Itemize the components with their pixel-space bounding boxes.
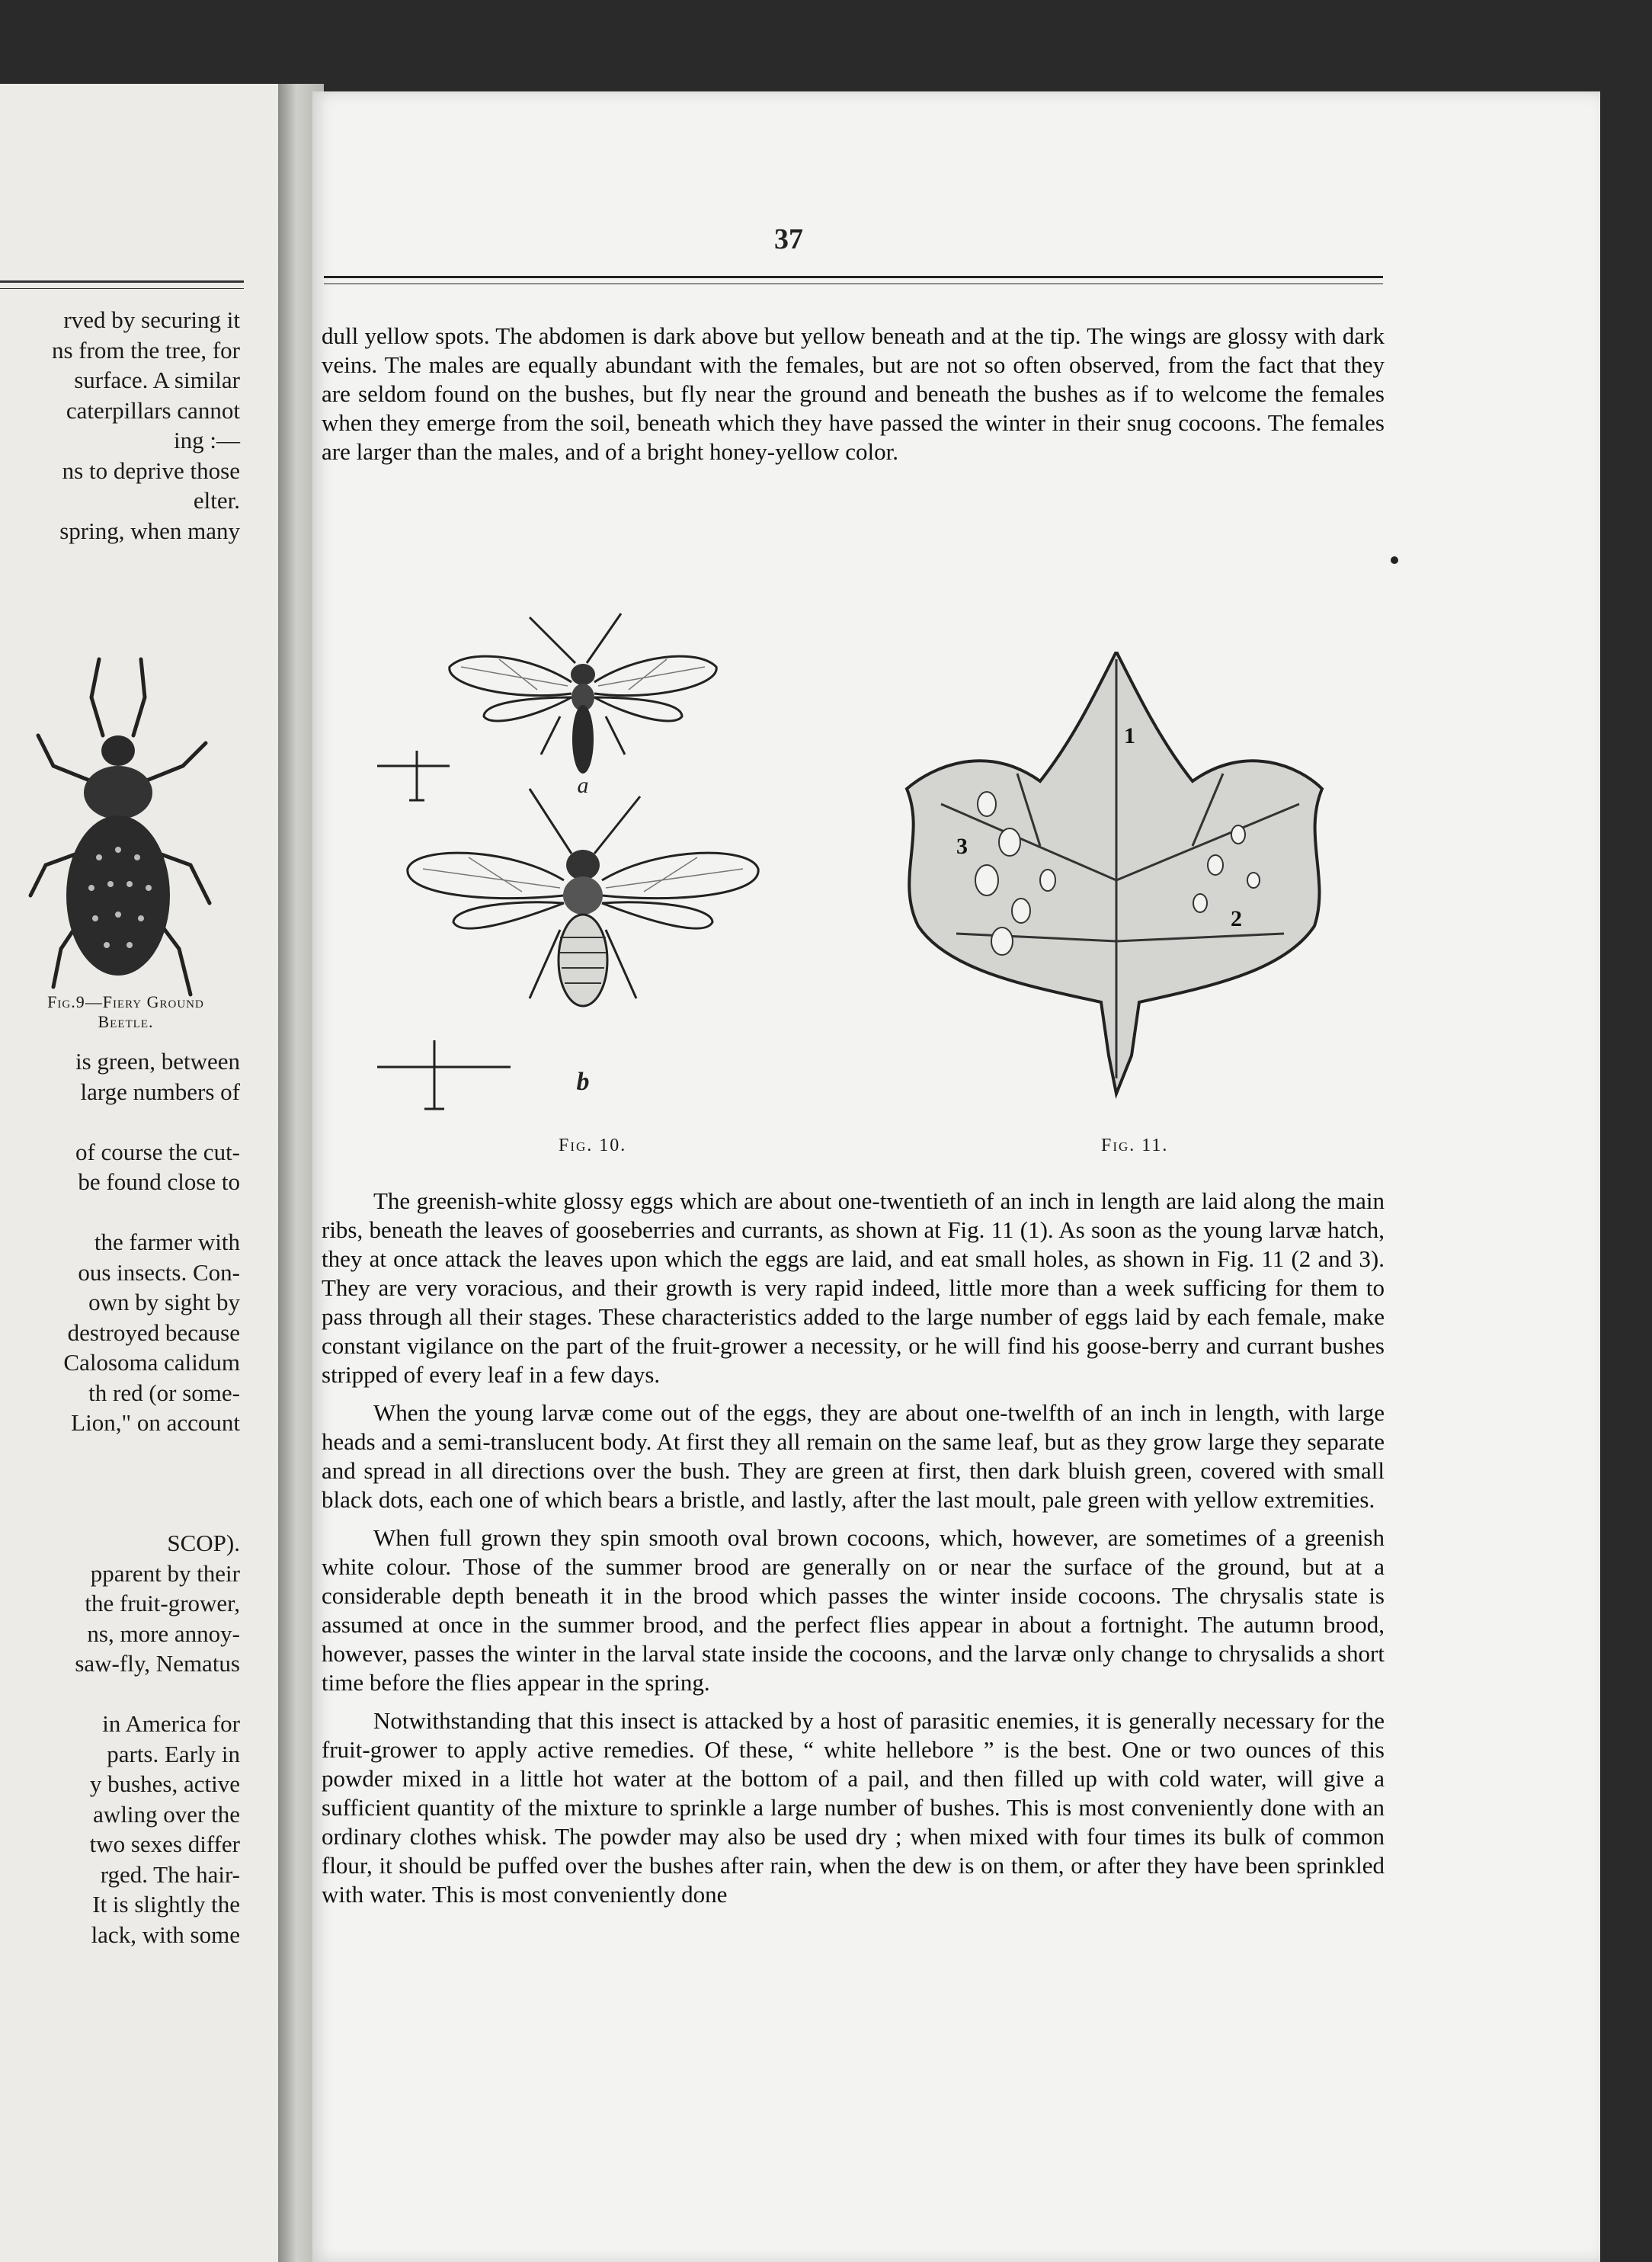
fig11-caption: Fig. 11. xyxy=(1101,1136,1169,1155)
left-text-line: two sexes differ xyxy=(89,1831,240,1857)
paragraph-continuation: dull yellow spots. The abdomen is dark above but yellow beneath and at the tip. The wings are glossy with dark veins. The males are equally abundant with the females, but are not so often observed, from the fact that they are seldom found on the bushes, but fly near the ground and beneath the bushes as if to welcome the females when they emerge from the soil, beneath which they have passed the winter in their snug cocoons. The females are larger than the males, and of a bright honey-yellow color. xyxy=(322,322,1385,465)
fig10-caption: Fig. 10. xyxy=(559,1136,627,1155)
left-text-line: elter. xyxy=(193,487,240,514)
ink-dot xyxy=(1391,556,1398,564)
left-text-line: It is slightly the xyxy=(92,1891,240,1918)
left-text-line: SCOP). xyxy=(167,1530,240,1556)
left-text-line: large numbers of xyxy=(80,1078,240,1105)
left-text-line: th red (or some- xyxy=(88,1379,240,1406)
left-text-line: the farmer with xyxy=(94,1229,240,1255)
fig11-label-1: 1 xyxy=(1124,723,1135,748)
fig10-label-a: a xyxy=(577,773,589,798)
beetle-thorax xyxy=(84,766,152,819)
left-text-line: Lion," on account xyxy=(71,1409,240,1436)
left-text-line: in America for xyxy=(102,1710,240,1737)
left-text-line: lack, with some xyxy=(91,1921,240,1948)
top-paragraph-block xyxy=(322,322,1385,476)
fig10-sawfly-illustration xyxy=(377,602,804,1120)
left-text-line: saw-fly, Nematus xyxy=(75,1650,240,1677)
figures-area xyxy=(324,610,1383,1158)
left-text-line: the fruit-grower, xyxy=(85,1590,240,1616)
page-number: 37 xyxy=(774,223,803,255)
left-text-line: Calosoma calidum xyxy=(63,1349,240,1376)
left-text-line: ing :— xyxy=(174,427,240,453)
beetle-head xyxy=(101,735,135,766)
right-page xyxy=(312,91,1600,2262)
paragraph: The greenish-white glossy eggs which are about one-twentieth of an inch in length are laid along the main ribs, beneath the leaves of gooseberries and currants, as shown at Fig. 11 (1). As soon as the young larvæ hatch, they at once attack the leaves upon which the eggs are laid, and eat small holes, as shown in Fig. 11 (2 and 3). They are very voracious, and their growth is very rapid indeed, little more than a week sufficing for them to pass through all their stages. These characteristics added to the large number of eggs laid by each female, make constant vigilance on the part of the fruit-grower a necessity, or he will find his goose-berry and currant bushes stripped of every leaf in a few days. xyxy=(322,1187,1385,1388)
left-text-line: ous insects. Con- xyxy=(78,1258,240,1286)
left-text-line: ns, more annoy- xyxy=(87,1620,240,1647)
fig9-caption: Fig.9—Fiery Ground xyxy=(47,992,204,1011)
left-page xyxy=(0,84,278,2262)
left-text-line: caterpillars cannot xyxy=(66,396,240,424)
left-text-line: rved by securing it xyxy=(63,306,240,333)
left-text-line: be found close to xyxy=(78,1168,240,1195)
main-text-block xyxy=(322,1187,1385,1918)
header-rule xyxy=(324,276,1383,278)
left-text-line: own by sight by xyxy=(88,1289,240,1315)
left-text-line: surface. A similar xyxy=(74,367,240,393)
fig11-label-3: 3 xyxy=(956,834,968,859)
left-text-line: pparent by their xyxy=(90,1559,240,1587)
fig11-currant-leaf-illustration xyxy=(888,652,1360,1109)
left-text-line: parts. Early in xyxy=(107,1740,240,1767)
left-text-line: ns from the tree, for xyxy=(51,336,240,364)
fiery-ground-beetle-illustration xyxy=(8,644,236,1040)
left-text-line: spring, when many xyxy=(59,517,240,544)
fig10-label-b: b xyxy=(576,1068,590,1096)
paragraph: Notwithstanding that this insect is attacked by a host of parasitic enemies, it is generally necessary for the fruit-grower to apply active remedies. Of these, “ white hellebore ” is the best. One or two ounces of this powder mixed in a little hot water at the bottom of a pail, and then filled up with cold water, will give a sufficient quantity of the mixture to sprinkle a large number of bushes. This is most conveniently done with an ordinary clothes whisk. The powder may also be used dry ; when mixed with four times its bulk of common flour, it should be puffed over the bushes after rain, when the dew is on them, or after they have been sprinkled with water. This is most conveniently done xyxy=(322,1707,1385,1908)
header-rule xyxy=(0,280,244,283)
header-rule-thin xyxy=(0,288,244,289)
left-text-line: awling over the xyxy=(93,1800,240,1828)
paragraph: When full grown they spin smooth oval brown cocoons, which, however, are sometimes of a greenish white colour. Those of the summer brood are generally on or near the surface of the ground, but at a considerable depth beneath it in the brood which passes the winter inside cocoons. The chrysalis state is assumed at once in the summer brood, and the perfect flies appear in about a fortnight. The autumn brood, however, passes the winter in the larval state inside the cocoons, and the larvæ only change to chrysalids a short time before the flies appear in the spring. xyxy=(322,1524,1385,1696)
left-text-line: is green, between xyxy=(75,1048,240,1075)
fig9-caption-line2: Beetle. xyxy=(98,1012,154,1031)
left-text-line: ns to deprive those xyxy=(62,457,240,484)
left-text-line: rged. The hair- xyxy=(100,1860,240,1888)
fig11-label-2: 2 xyxy=(1231,906,1242,931)
left-text-line: y bushes, active xyxy=(89,1770,240,1797)
beetle-abdomen xyxy=(66,815,170,976)
left-text-line: of course the cut- xyxy=(75,1138,240,1165)
left-text-line: destroyed because xyxy=(67,1318,240,1346)
paragraph: When the young larvæ come out of the eggs, they are about one-twelfth of an inch in length, with large heads and a semi-translucent body. At first they all remain on the same leaf, but as they grow large they separate and spread in all directions over the bush. They are green at first, then dark bluish green, covered with small black dots, each one of which bears a bristle, and lastly, after the last moult, pale green with yellow extremities. xyxy=(322,1399,1385,1513)
